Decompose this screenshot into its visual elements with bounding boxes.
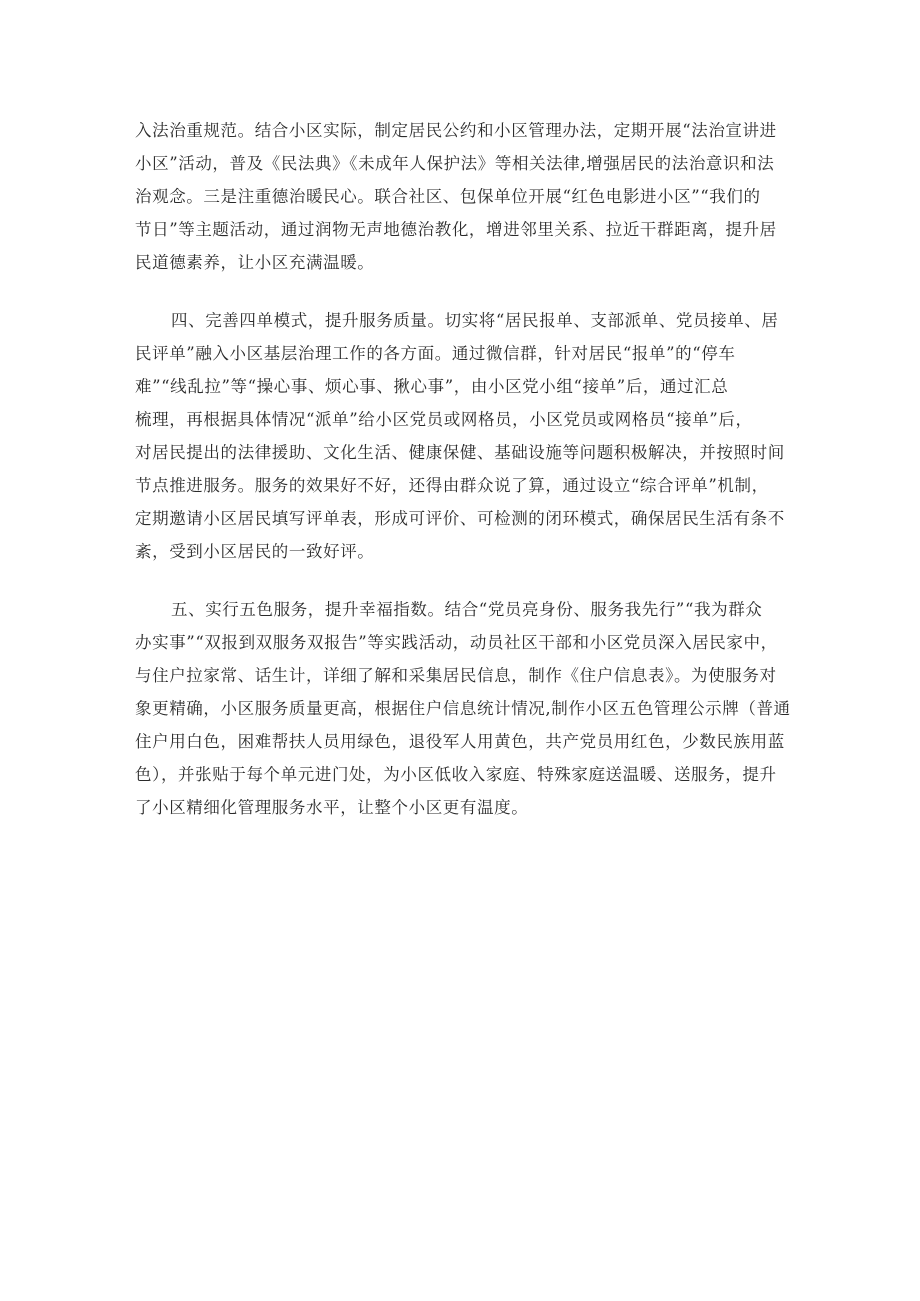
text-line: 民评单”融入小区基层治理工作的各方面。通过微信群，针对居民“报单”的“停车 — [135, 344, 736, 363]
text-line: 定期邀请小区居民填写评单表，形成可评价、可检测的闭环模式，确保居民生活有条不 — [135, 509, 785, 528]
text-line: 与住户拉家常、话生计，详细了解和采集居民信息，制作《住户信息表》。为使服务对 — [135, 666, 777, 685]
text-line: 紊，受到小区居民的一致好评。 — [135, 542, 375, 561]
text-line: 节日”等主题活动，通过润物无声地德治教化，增进邻里关系、拉近干群距离，提升居 — [135, 220, 777, 239]
text-line: 象更精确，小区服务质量更高，根据住户信息统计情况,制作小区五色管理公示牌（普通 — [135, 699, 791, 718]
text-line: 梳理，再根据具体情况“派单”给小区党员或网格员，小区党员或网格员“接单”后， — [135, 410, 753, 429]
text-line: 难”“线乱拉”等“操心事、烦心事、揪心事”，由小区党小组“接单”后，通过汇总 — [135, 377, 729, 396]
paragraph-rule-of-law — [135, 114, 797, 279]
paragraph-four-orders-model — [135, 304, 797, 568]
text-line: 治观念。三是注重德治暖民心。联合社区、包保单位开展“红色电影进小区”“我们的 — [135, 187, 761, 206]
document-body — [135, 114, 797, 849]
text-line: 入法治重规范。结合小区实际，制定居民公约和小区管理办法，定期开展“法治宣讲进 — [135, 121, 777, 140]
text-line: 色），并张贴于每个单元进门处，为小区低收入家庭、特殊家庭送温暖、送服务，提升 — [135, 765, 777, 784]
paragraph-five-color-service — [135, 593, 797, 824]
text-line: 五、实行五色服务，提升幸福指数。结合“党员亮身份、服务我先行”“我为群众 — [171, 600, 763, 619]
text-line: 四、完善四单模式，提升服务质量。切实将“居民报单、支部派单、党员接单、居 — [171, 311, 779, 330]
text-line: 办实事”“双报到双服务双报告”等实践活动，动员社区干部和小区党员深入居民家中， — [135, 633, 778, 652]
text-line: 对居民提出的法律援助、文化生活、健康保健、基础设施等问题积极解决，并按照时间 — [135, 443, 785, 462]
text-line: 节点推进服务。服务的效果好不好，还得由群众说了算，通过设立“综合评单”机制， — [135, 476, 769, 495]
text-line: 了小区精细化管理服务水平，让整个小区更有温度。 — [135, 798, 529, 817]
text-line: 民道德素养，让小区充满温暖。 — [135, 253, 375, 272]
text-line: 小区”活动，普及《民法典》《未成年人保护法》等相关法律,增强居民的法治意识和法 — [135, 154, 775, 173]
text-line: 住户用白色，困难帮扶人员用绿色，退役军人用黄色，共产党员用红色，少数民族用蓝 — [135, 732, 785, 751]
